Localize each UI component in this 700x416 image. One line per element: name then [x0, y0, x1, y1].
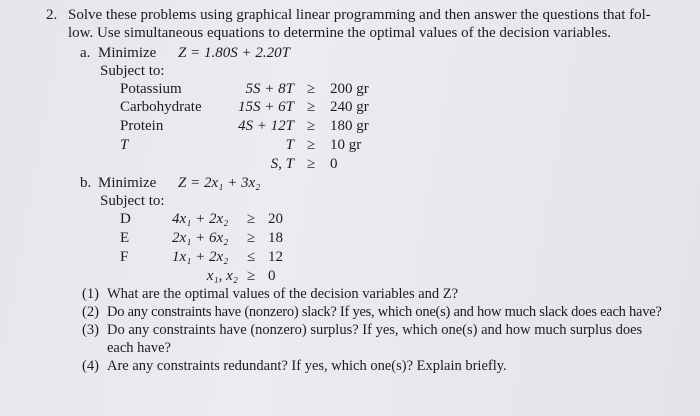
constraint-op-potassium: ≥ [307, 81, 316, 97]
problem-intro-line2: low. Use simultaneous equations to determine the optimal values of the decision variables. [68, 25, 612, 41]
constraint-lhs-f: 1x₁ + 2x₂ [172, 249, 229, 265]
part-a-objective: Z = 1.80S + 2.20T [178, 45, 290, 61]
constraint-op-d: ≥ [247, 211, 256, 227]
part-a-minimize: Minimize [98, 45, 157, 61]
constraint-lhs-e: 2x₁ + 6x₂ [172, 230, 229, 246]
question-3-continuation: each have? [107, 340, 171, 356]
constraint-name-potassium: Potassium [120, 81, 182, 97]
part-b-subject-to: Subject to: [100, 193, 165, 209]
part-b-label: b. [80, 175, 92, 191]
part-a-label: a. [80, 45, 91, 61]
constraint-rhs-nonneg-a: 0 [330, 156, 338, 172]
constraint-lhs-carbohydrate: 15S + 6T [238, 99, 294, 115]
problem-intro-line1: Solve these problems using graphical linear programming and then answer the questions that fol- [68, 7, 651, 23]
constraint-op-f: ≤ [247, 249, 256, 265]
question-1-text: What are the optimal values of the decision variables and Z? [107, 286, 459, 302]
constraint-lhs-d: 4x₁ + 2x₂ [172, 211, 229, 227]
constraint-rhs-nonneg-b: 0 [268, 268, 276, 284]
constraint-name-t: T [120, 137, 129, 153]
part-a-subject-to: Subject to: [100, 63, 165, 79]
question-3-text: Do any constraints have (nonzero) surplus? If yes, which one(s) and how much surplus does [107, 322, 643, 338]
part-b-objective: Z = 2x₁ + 3x₂ [178, 175, 261, 191]
constraint-lhs-nonneg-a: S, T [270, 156, 294, 172]
part-b-minimize: Minimize [98, 175, 157, 191]
constraint-lhs-t: T [285, 137, 294, 153]
constraint-rhs-d: 20 [268, 211, 283, 227]
constraint-lhs-nonneg-b: x₁, x₂ [206, 268, 238, 284]
question-1-number: (1) [82, 286, 99, 302]
constraint-name-protein: Protein [120, 118, 164, 134]
constraint-op-e: ≥ [247, 230, 256, 246]
constraint-op-nonneg-a: ≥ [307, 156, 316, 172]
constraint-rhs-e: 18 [268, 230, 283, 246]
question-2-text: Do any constraints have (nonzero) slack? If yes, which one(s) and how much slack does each have? [107, 304, 662, 320]
question-2-number: (2) [82, 304, 99, 320]
question-4-number: (4) [82, 358, 99, 374]
constraint-lhs-protein: 4S + 12T [238, 118, 294, 134]
constraint-name-e: E [120, 230, 130, 246]
constraint-name-f: F [120, 249, 129, 265]
question-3-number: (3) [82, 322, 99, 338]
constraint-rhs-carbohydrate: 240 gr [330, 99, 369, 115]
constraint-rhs-potassium: 200 gr [330, 81, 369, 97]
constraint-name-carbohydrate: Carbohydrate [120, 99, 202, 115]
constraint-name-d: D [120, 211, 131, 227]
constraint-rhs-protein: 180 gr [330, 118, 369, 134]
problem-number: 2. [46, 7, 58, 23]
constraint-op-carbohydrate: ≥ [307, 99, 316, 115]
constraint-rhs-f: 12 [268, 249, 283, 265]
question-4-text: Are any constraints redundant? If yes, which one(s)? Explain briefly. [107, 358, 507, 374]
constraint-rhs-t: 10 gr [330, 137, 362, 153]
constraint-op-protein: ≥ [307, 118, 316, 134]
constraint-lhs-potassium: 5S + 8T [245, 81, 294, 97]
constraint-op-nonneg-b: ≥ [247, 268, 256, 284]
constraint-op-t: ≥ [307, 137, 316, 153]
